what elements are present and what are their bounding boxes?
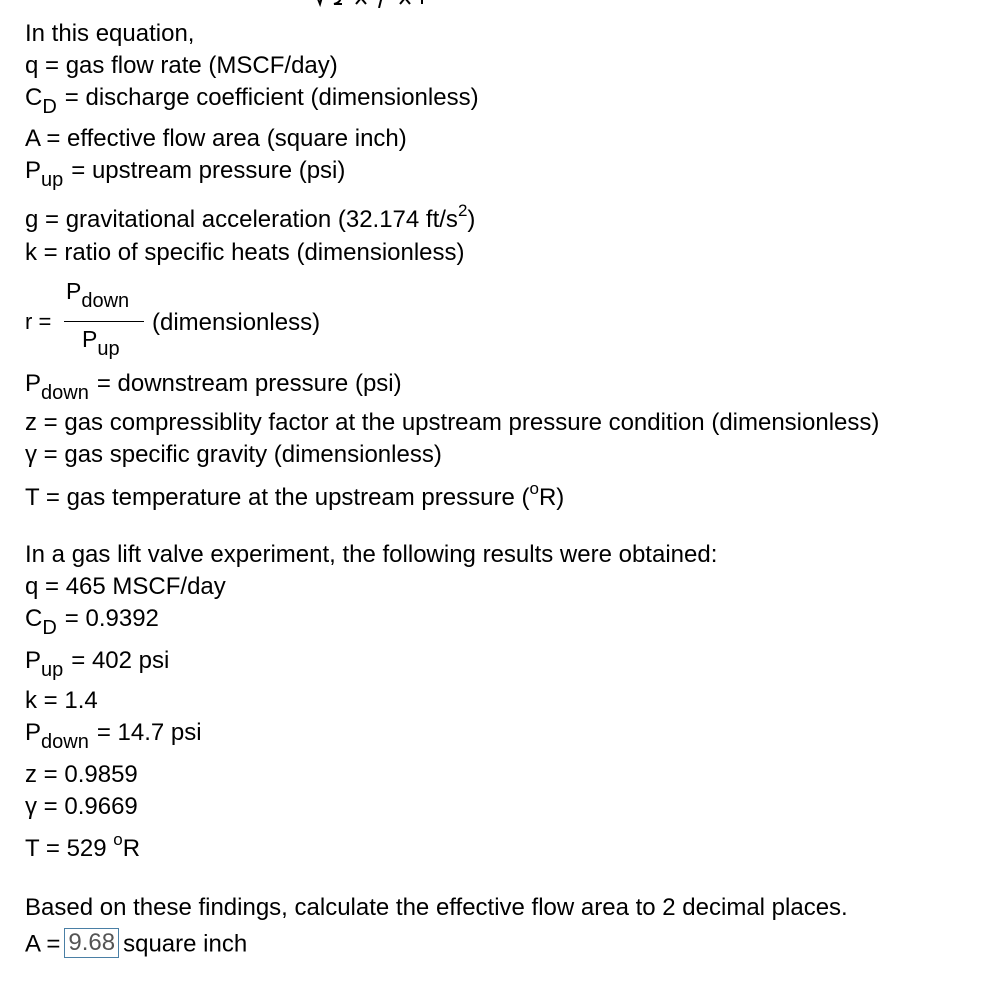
experiment-pup xyxy=(25,647,170,681)
definition-pup xyxy=(25,157,346,191)
cd-symbol: C xyxy=(25,84,43,111)
exp-t-unit: R xyxy=(122,835,141,862)
definition-cd xyxy=(25,84,479,118)
pup-symbol: P xyxy=(25,157,42,184)
exp-t-superscript: o xyxy=(113,830,123,849)
answer-input[interactable]: 9.68 xyxy=(64,928,119,958)
exp-cd-value: = 0.9392 xyxy=(64,605,159,632)
definition-z: z = gas compressiblity factor at the upstream pressure condition (dimensionless) xyxy=(25,409,880,436)
fraction-bar xyxy=(64,321,144,322)
exp-t-text: T = 529 xyxy=(25,835,107,862)
exp-pdown-value: = 14.7 psi xyxy=(96,719,202,746)
question-prompt: Based on these findings, calculate the effective flow area to 2 decimal places. xyxy=(25,894,848,921)
g-text: g = gravitational acceleration (32.174 ft/s xyxy=(25,206,458,233)
definition-g xyxy=(25,201,476,236)
r-num-symbol: P xyxy=(66,278,82,304)
definition-pdown xyxy=(25,370,402,404)
exp-pup-value: = 402 psi xyxy=(71,647,170,674)
r-description: (dimensionless) xyxy=(152,309,321,336)
pdown-description: = downstream pressure (psi) xyxy=(96,370,402,397)
cd-subscript: D xyxy=(42,96,57,118)
experiment-gamma: γ = 0.9669 xyxy=(25,793,138,820)
pdown-subscript: down xyxy=(41,382,89,404)
r-denominator xyxy=(82,326,120,360)
answer-row xyxy=(25,930,247,960)
experiment-t xyxy=(25,830,141,865)
t-superscript: o xyxy=(529,479,539,498)
g-close: ) xyxy=(467,206,476,233)
formula-remnant xyxy=(310,0,470,8)
experiment-intro: In a gas lift valve experiment, the following results were obtained: xyxy=(25,541,718,568)
definition-gamma: γ = gas specific gravity (dimensionless) xyxy=(25,441,442,468)
experiment-pdown xyxy=(25,719,202,753)
pdown-symbol: P xyxy=(25,370,42,397)
definition-t xyxy=(25,479,565,514)
t-text: T = gas temperature at the upstream pressure ( xyxy=(25,484,530,511)
exp-cd-symbol: C xyxy=(25,605,43,632)
pup-description: = upstream pressure (psi) xyxy=(71,157,346,184)
r-num-subscript: down xyxy=(81,290,130,312)
r-numerator xyxy=(66,278,130,312)
exp-pup-symbol: P xyxy=(25,647,42,674)
definition-k: k = ratio of specific heats (dimensionless) xyxy=(25,239,465,266)
experiment-k: k = 1.4 xyxy=(25,687,98,714)
exp-pdown-symbol: P xyxy=(25,719,42,746)
r-label: r = xyxy=(25,309,52,334)
r-den-subscript: up xyxy=(97,338,120,360)
t-close: R) xyxy=(538,484,565,511)
cd-description: = discharge coefficient (dimensionless) xyxy=(64,84,479,111)
exp-pup-subscript: up xyxy=(41,659,64,681)
experiment-q: q = 465 MSCF/day xyxy=(25,573,226,600)
answer-unit: square inch xyxy=(123,930,248,958)
exp-pdown-subscript: down xyxy=(41,731,89,753)
g-superscript: 2 xyxy=(457,201,468,220)
definition-a: A = effective flow area (square inch) xyxy=(25,125,407,152)
definition-q: q = gas flow rate (MSCF/day) xyxy=(25,52,338,79)
experiment-z: z = 0.9859 xyxy=(25,761,138,788)
answer-label: A = xyxy=(25,930,61,958)
definitions-intro: In this equation, xyxy=(25,20,195,47)
experiment-cd xyxy=(25,605,159,639)
r-den-symbol: P xyxy=(82,326,98,352)
pup-subscript: up xyxy=(41,169,64,191)
exp-cd-subscript: D xyxy=(42,617,57,639)
